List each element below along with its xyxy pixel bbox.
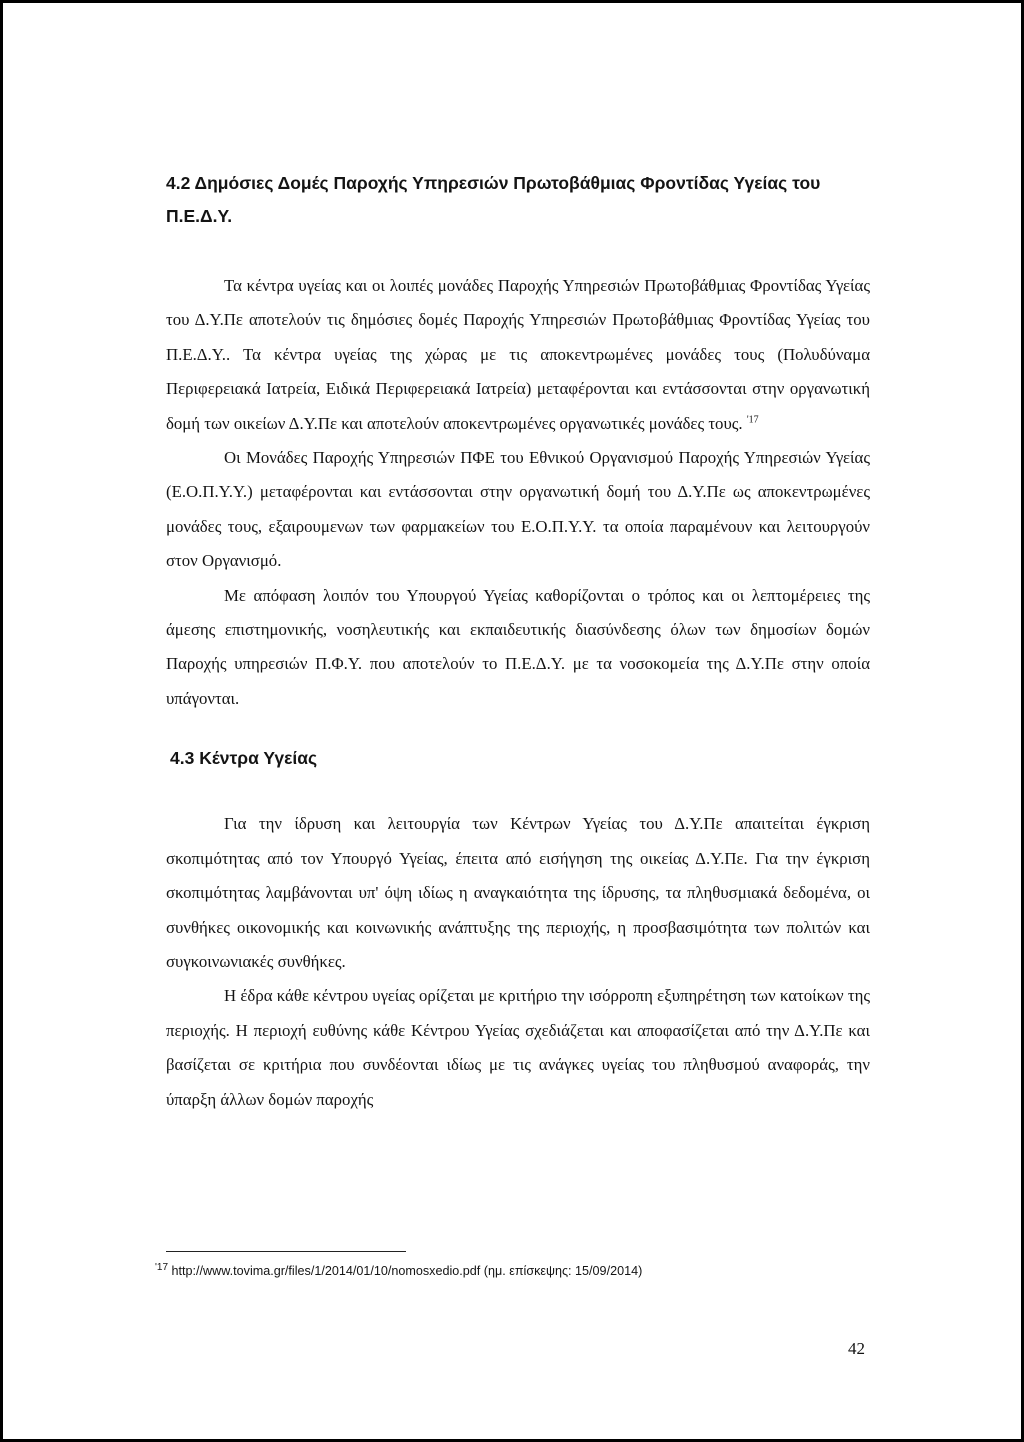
section-heading-4-3: 4.3 Κέντρα Υγείας: [170, 748, 318, 769]
paragraph: Με απόφαση λοιπόν του Υπουργού Υγείας καθορίζονται ο τρόπος και οι λεπτομέρειες της άμεσης επιστημονικής, νοσηλευτικής και εκπαιδευτικής διασύνδεσης όλων των δημοσίων δομών Παροχής υπηρεσιών Π.Φ.Υ. που αποτελούν το Π.Ε.Δ.Υ. με τα νοσοκομεία της Δ.Υ.Πε στην οποία υπάγονται.: [166, 585, 870, 708]
footnote-separator: [166, 1251, 406, 1252]
footnote-reference[interactable]: '17: [746, 414, 759, 426]
paragraph-text: Τα κέντρα υγείας και οι λοιπές μονάδες Παροχής Υπηρεσιών Πρωτοβάθμιας Φροντίδας Υγείας του Δ.Υ.Πε αποτελούν τις δημόσιες δομές Παροχής Υπηρεσιών Πρωτοβάθμιας Φροντίδας Υγείας του Π.Ε.Δ.Υ.. Τα κέντρα υγείας της χώρας με τις αποκεντρωμένες μονάδες τους (Πολυδύναμα Περιφερειακά Ιατρεία, Ειδικά Περιφερειακά Ιατρεία) μεταφέρονται και εντάσσονται στην οργανωτική δομή των οικείων Δ.Υ.Πε και αποτελούν αποκεντρωμένες οργανωτικές μονάδες τους.: [166, 276, 870, 433]
paragraph: [166, 269, 870, 441]
page-body: [166, 167, 870, 1117]
footnote-reference-number: 17: [748, 414, 759, 426]
paragraph: Για την ίδρυση και λειτουργία των Κέντρων Υγείας του Δ.Υ.Πε απαιτείται έγκριση σκοπιμότητας από τον Υπουργό Υγείας, έπειτα από εισήγηση της οικείας Δ.Υ.Πε. Για την έγκριση σκοπιμότητας λαμβάνονται υπ' όψη ιδίως η αναγκαιότητα της ίδρυσης, τα πληθυσμιακά δεδομένα, οι συνθήκες οικονομικής και κοινωνικής ανάπτυξης της περιοχής, η προσβασιμότητα των πολιτών και συγκοινωνιακές συνθήκες.: [166, 814, 870, 971]
footnote-marker: '17: [155, 1261, 169, 1273]
paragraph: Οι Μονάδες Παροχής Υπηρεσιών ΠΦΕ του Εθνικού Οργανισμού Παροχής Υπηρεσιών Υγείας (Ε.Ο.Π.Υ.Υ.) μεταφέρονται και εντάσσονται στην οργανωτική δομή του Δ.Υ.Πε ως αποκεντρωμένες μονάδες τους, εξαιρουμενων των φαρμακείων του Ε.Ο.Π.Υ.Υ. τα οποία παραμένουν και λειτουργούν στον Οργανισμό.: [166, 448, 870, 571]
page-number: 42: [848, 1339, 865, 1358]
footnote: [155, 1261, 875, 1281]
paragraph: Η έδρα κάθε κέντρου υγείας ορίζεται με κριτήριο την ισόρροπη εξυπηρέτηση των κατοίκων της περιοχής. Η περιοχή ευθύνης κάθε Κέντρου Υγείας σχεδιάζεται και αποφασίζεται από την Δ.Υ.Πε και βασίζεται σε κριτήρια που συνδέονται ιδίως με τις ανάγκες υγείας του πληθυσμού αναφοράς, την ύπαρξη άλλων δομών παροχής: [166, 986, 870, 1109]
section-heading-4-2: 4.2 Δημόσιες Δομές Παροχής Υπηρεσιών Πρωτοβάθμιας Φροντίδας Υγείας του Π.Ε.Δ.Υ.: [166, 173, 821, 226]
footnote-marker-number: 17: [156, 1261, 169, 1273]
document-page: [3, 3, 1021, 1439]
footnote-link[interactable]: http://www.tovima.gr/files/1/2014/01/10/nomosxedio.pdf (ημ. επίσκεψης: 15/09/2014): [171, 1264, 643, 1278]
